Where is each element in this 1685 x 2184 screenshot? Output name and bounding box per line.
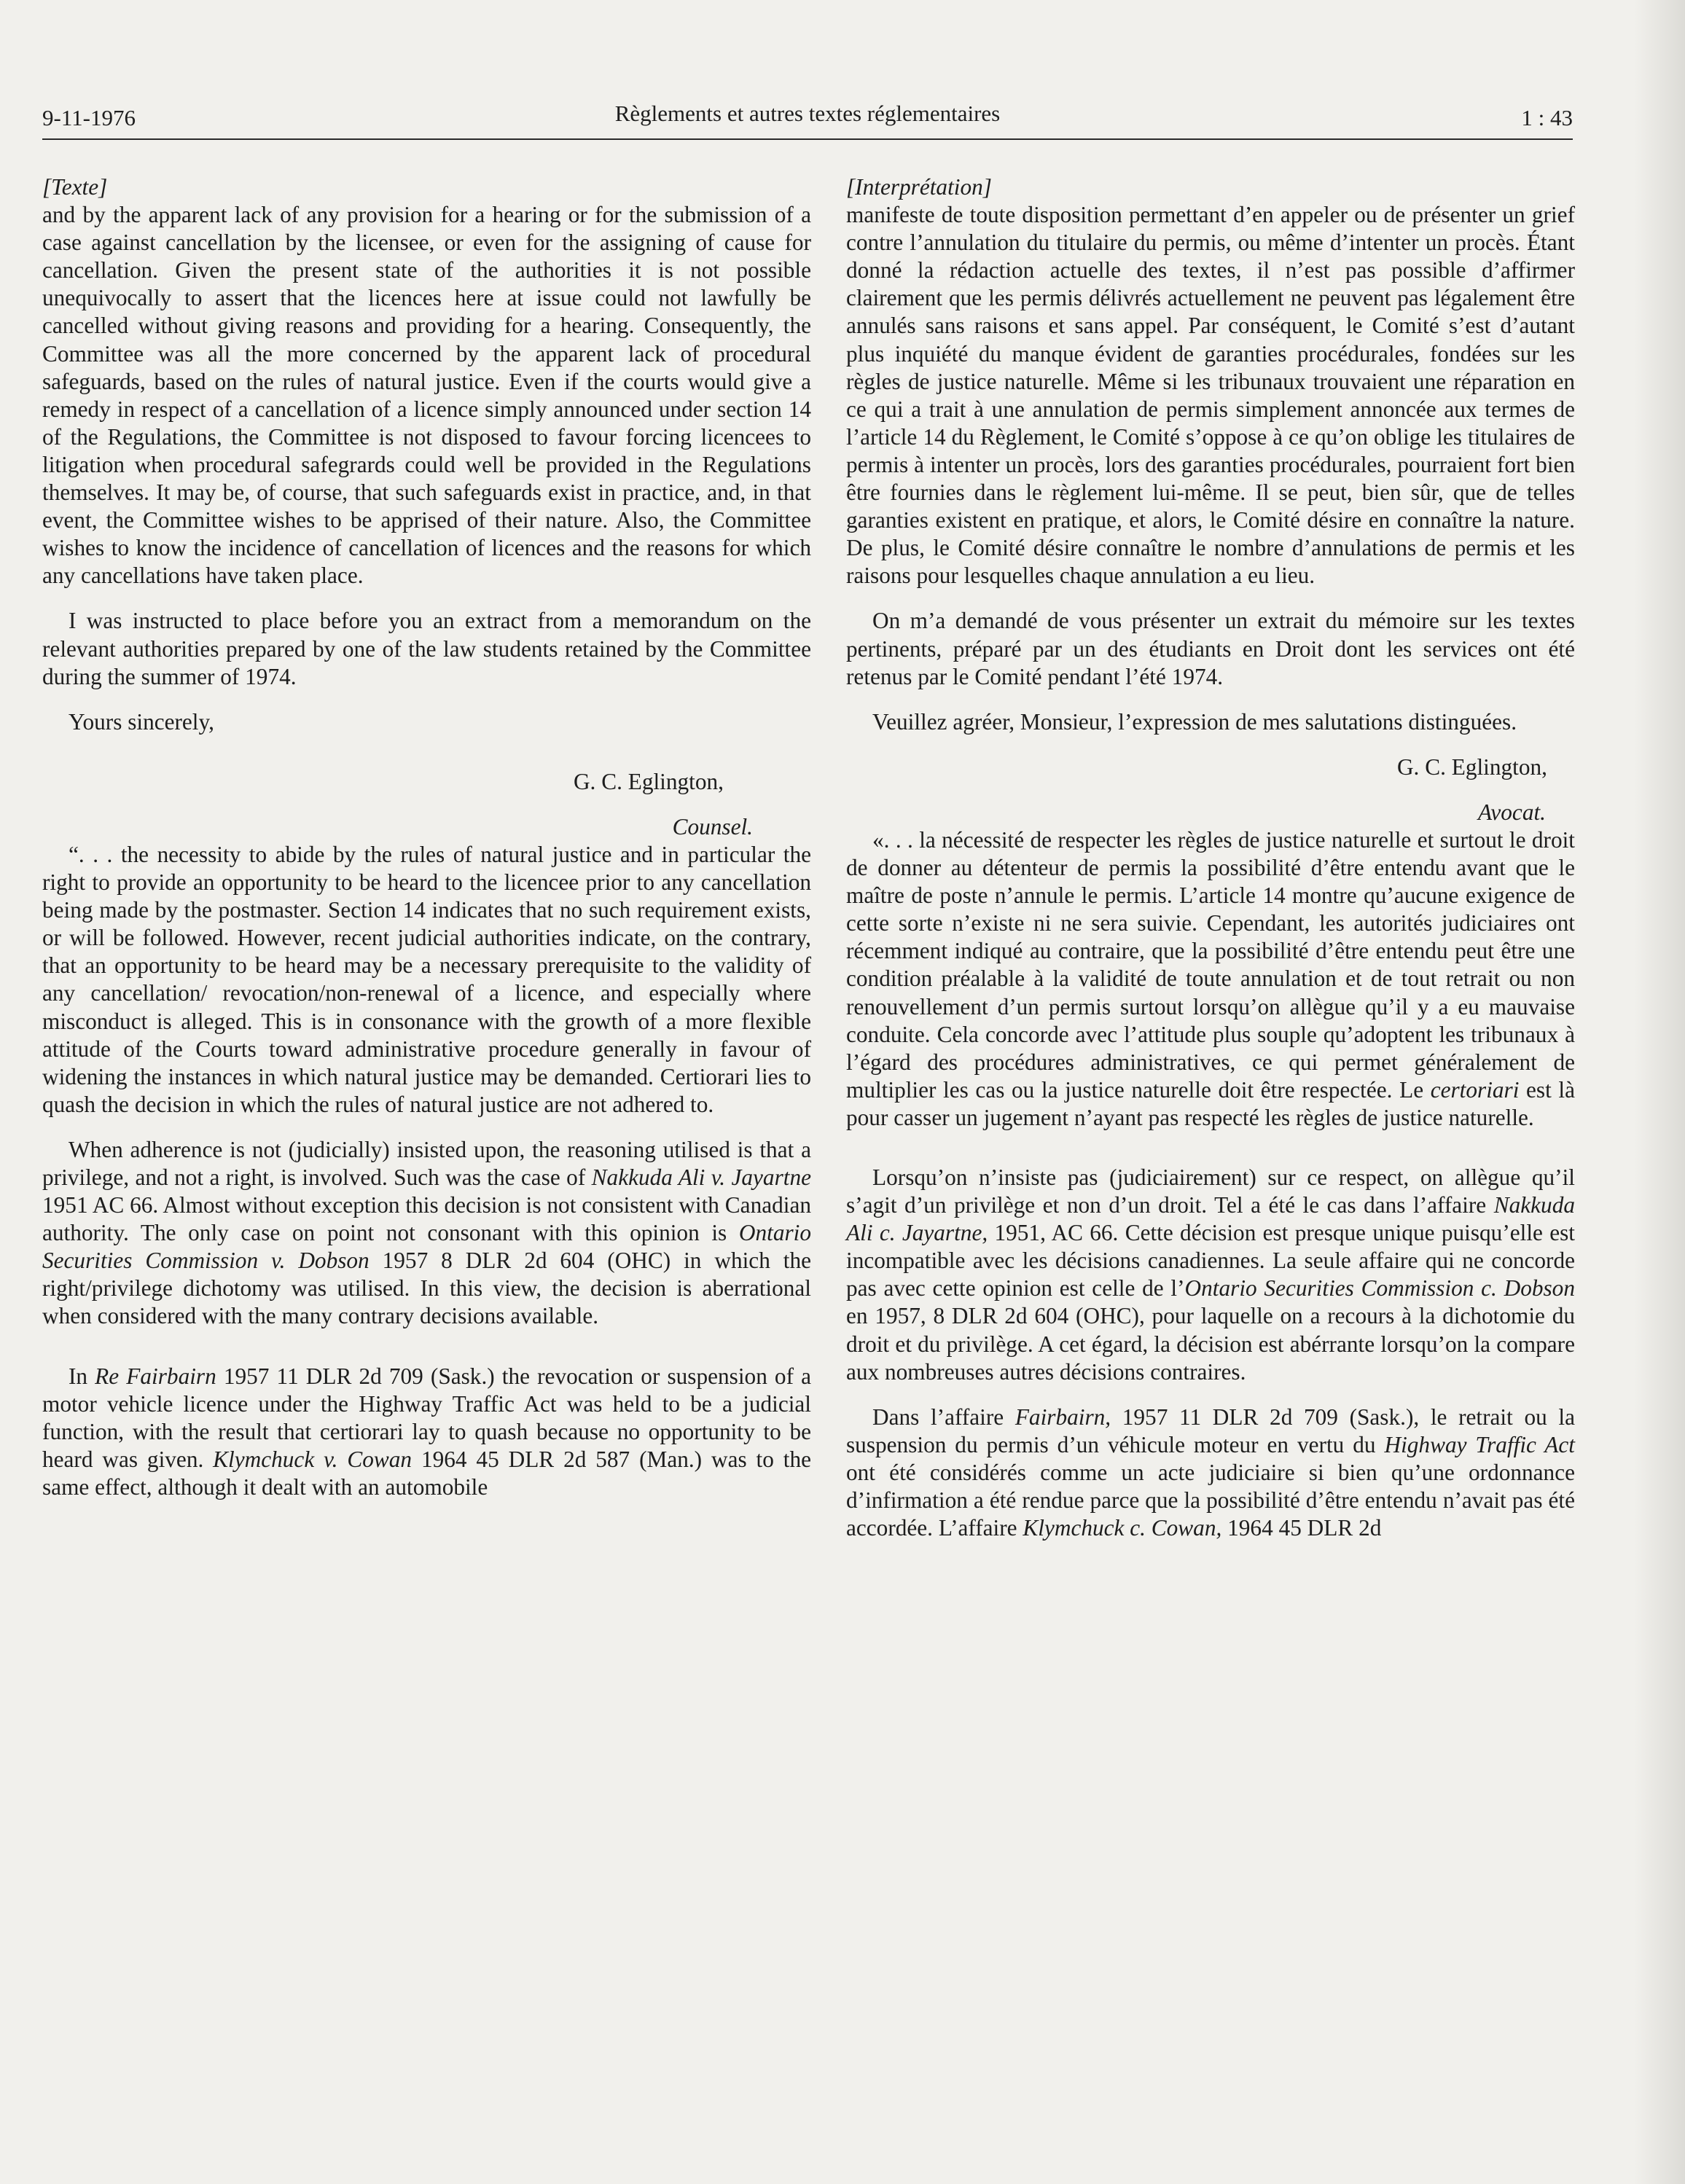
paragraph-3: Lorsqu’on n’insiste pas (judiciairement) sur ce respect, on allègue qu’il s’agit d’un privilège et non d’un droit. Tel a été le cas dans l’affaire Nakkuda Ali c. Jayartne, 1951, AC 66. Cette décision est presque unique puisqu’elle est incompatible avec les décisions canadiennes. La seule affaire qui ne concorde pas avec cette opinion est celle de l’Ontario Securities Commission c. Dobson en 1957, 8 DLR 2d 604 (OHC), pour laquelle on a recours à la dichotomie du droit et du privilège. A cet égard, la décision est abérrante lorsqu’on la compare aux nombreuses autres décisions contraires. [846, 1165, 1575, 1385]
case-name: Klymchuck v. Cowan [213, 1446, 413, 1472]
header-title: Règlements et autres textes réglementaires [614, 101, 1001, 126]
signature-role: Counsel. [672, 813, 753, 839]
paragraph-1: manifeste de toute disposition permettant d’en appeler ou de présenter un grief contre l’annulation du titulaire du permis, ou même d’intenter un procès. Étant donné la rédaction actuelle des textes, il n’est pas possible d’affirmer clairement que les permis délivrés actuellement ne peuvent pas légalement être annulés sans raisons et sans appel. Par conséquent, le Comité s’est d’autant plus inquiété du manque évident de garanties procédurales, fondées sur les règles de justice naturelle. Même si les tribunaux trouvaient une réparation en ce qui a trait à une annulation de permis simplement annoncée aux termes de l’article 14 du Règlement, le Comité s’oppose à ce qu’on oblige les titulaires de permis à intenter un procès, lors des garanties procédurales, pourraient fort bien être fournies dans le règlement lui-même. Il se peut, bien sûr, que de telles garanties existent en pratique, et alors, le Comité désire en connaître la nature. De plus, le Comité désire connaître le nombre d’annulations de permis et les raisons pour lesquelles chaque annulation a eu lieu. [846, 202, 1575, 589]
paragraph-3: When adherence is not (judicially) insisted upon, the reasoning utilised is that a privilege, and not a right, is involved. Such was the case of Nakkuda Ali v. Jayartne 1951 AC 66. Almost without exception this decision is not consistent with Canadian authority. The only case on point not consonant with this opinion is Ontario Securities Commission v. Dobson 1957 8 DLR 2d 604 (OHC) in which the right/privilege dichotomy was utilised. In this view, the decision is aberrational when considered with the many contrary decisions available. [42, 1136, 811, 1329]
paragraph-4: In Re Fairbairn 1957 11 DLR 2d 709 (Sask.) the revocation or suspension of a motor vehicle licence under the Highway Traffic Act was held to be a judicial function, with the result that certiorari lay to quash because no opportunity to be heard was given. Klymchuck v. Cowan 1964 45 DLR 2d 587 (Man.) was to the same effect, although it dealt with an automobile [42, 1363, 811, 1500]
signature: G. C. Eglington, [1396, 754, 1547, 780]
case-name: Fairbairn, [1014, 1404, 1111, 1430]
case-name: Klymchuck c. Cowan, [1023, 1515, 1222, 1541]
paragraph-2: On m’a demandé de vous présenter un extrait du mémoire sur les textes pertinents, préparé par un des étudiants en Droit dont les services ont été retenus par le Comité pendant l’été 1974. [846, 608, 1575, 689]
column-label-text: [Texte] [42, 174, 108, 200]
french-column [846, 173, 1575, 1542]
signature-role: Avocat. [1478, 799, 1546, 825]
quoted-memorandum: “. . . the necessity to abide by the rules of natural justice and in particular the right to provide an opportunity to be heard to the licencee prior to any cancellation being made by the postmaster. Section 14 indicates that no such requirement exists, or will be followed. However, recent judicial authorities indicate, on the contrary, that an opportunity to be heard may be a necessary prerequisite to the validity of any cancellation/ revocation/non-renewal of a licence, and especially where misconduct is alleged. This is in consonance with the growth of a more flexible attitude of the Courts toward administrative procedure generally in favour of widening the instances in which natural justice may be demanded. Certiorari lies to quash the decision in which the rules of natural justice are not adhered to. [42, 841, 811, 1117]
case-name: Ontario Securities Commission v. Dobson [42, 1220, 811, 1274]
paragraph-1: and by the apparent lack of any provision for a hearing or for the submission of a case against cancellation by the licensee, or even for the assigning of cause for cancellation. Given the present state of the authorities it is not possible unequivocally to assert that the licences here at issue could not lawfully be cancelled without giving reasons and providing for a hearing. Consequently, the Committee was all the more concerned by the apparent lack of procedural safeguards, based on the rules of natural justice. Even if the courts would give a remedy in respect of a cancellation of a licence simply announced under section 14 of the Regulations, the Committee is not disposed to favour forcing licencees to litigation when procedural safegrards could well be provided in the Regulations themselves. It may be, of course, that such safeguards exist in practice, and, in that event, the Committee wishes to be apprised of their nature. Also, the Committee wishes to know the incidence of cancellation of licences and the reasons for which any cancellations have taken place. [42, 202, 811, 589]
column-label-interpretation: [Interprétation] [846, 174, 992, 200]
page-edge-shadow [1634, 0, 1685, 2184]
legal-term: certoriari [1430, 1076, 1520, 1103]
case-name: Nakkuda Ali c. Jayartne, [846, 1192, 1575, 1246]
case-name: Ontario Securities Commission c. Dobson [1184, 1275, 1575, 1302]
case-name: Nakkuda Ali v. Jayartne [591, 1165, 811, 1190]
header-date: 9-11-1976 [42, 105, 136, 130]
closing: Veuillez agréer, Monsieur, l’expression de mes salutations distinguées. [872, 708, 1517, 735]
header-page-number: 1 : 43 [1521, 105, 1573, 130]
act-name: Highway Traffic Act [1384, 1431, 1575, 1457]
english-column [42, 173, 811, 1501]
paragraph-4: Dans l’affaire Fairbairn, 1957 11 DLR 2d 709 (Sask.), le retrait ou la suspension du permis d’un véhicule moteur en vertu du Highway Traffic Act ont été considérés comme un acte judiciaire si bien qu’une ordonnance d’infirmation a été rendue parce que la possibilité d’être entendu n’avait pas été accordée. L’affaire Klymchuck c. Cowan, 1964 45 DLR 2d [846, 1404, 1575, 1541]
signature: G. C. Eglington, [573, 768, 724, 794]
closing: Yours sincerely, [69, 708, 214, 735]
page-header [42, 101, 1573, 140]
quoted-memorandum: «. . . la nécessité de respecter les règles de justice naturelle et surtout le droit de donner au détenteur de permis la possibilité d’être entendu avant que le maître de poste n’annule le permis. L’article 14 montre qu’aucune exigence de cette sorte n’existe ni ne sera suivie. Cependant, les autorités judiciaires ont récemment indiqué au contraire, que la possibilité d’être entendu peut être une condition préalable à la validité de toute annulation et de tout retrait ou non renouvellement d’un permis surtout lorsqu’on allègue qu’il y a eu mauvaise conduite. Cela concorde avec l’attitude plus souple qu’adoptent les tribunaux à l’égard des procédures administratives, ce qui permet généralement de multiplier les cas ou la justice naturelle doit être respectée. Le certoriari est là pour casser un jugement n’ayant pas respecté les règles de justice naturelle. [846, 826, 1575, 1130]
case-name: Re Fairbairn [95, 1363, 216, 1389]
paragraph-2: I was instructed to place before you an extract from a memorandum on the relevant authorities prepared by one of the law students retained by the Committee during the summer of 1974. [42, 608, 811, 689]
